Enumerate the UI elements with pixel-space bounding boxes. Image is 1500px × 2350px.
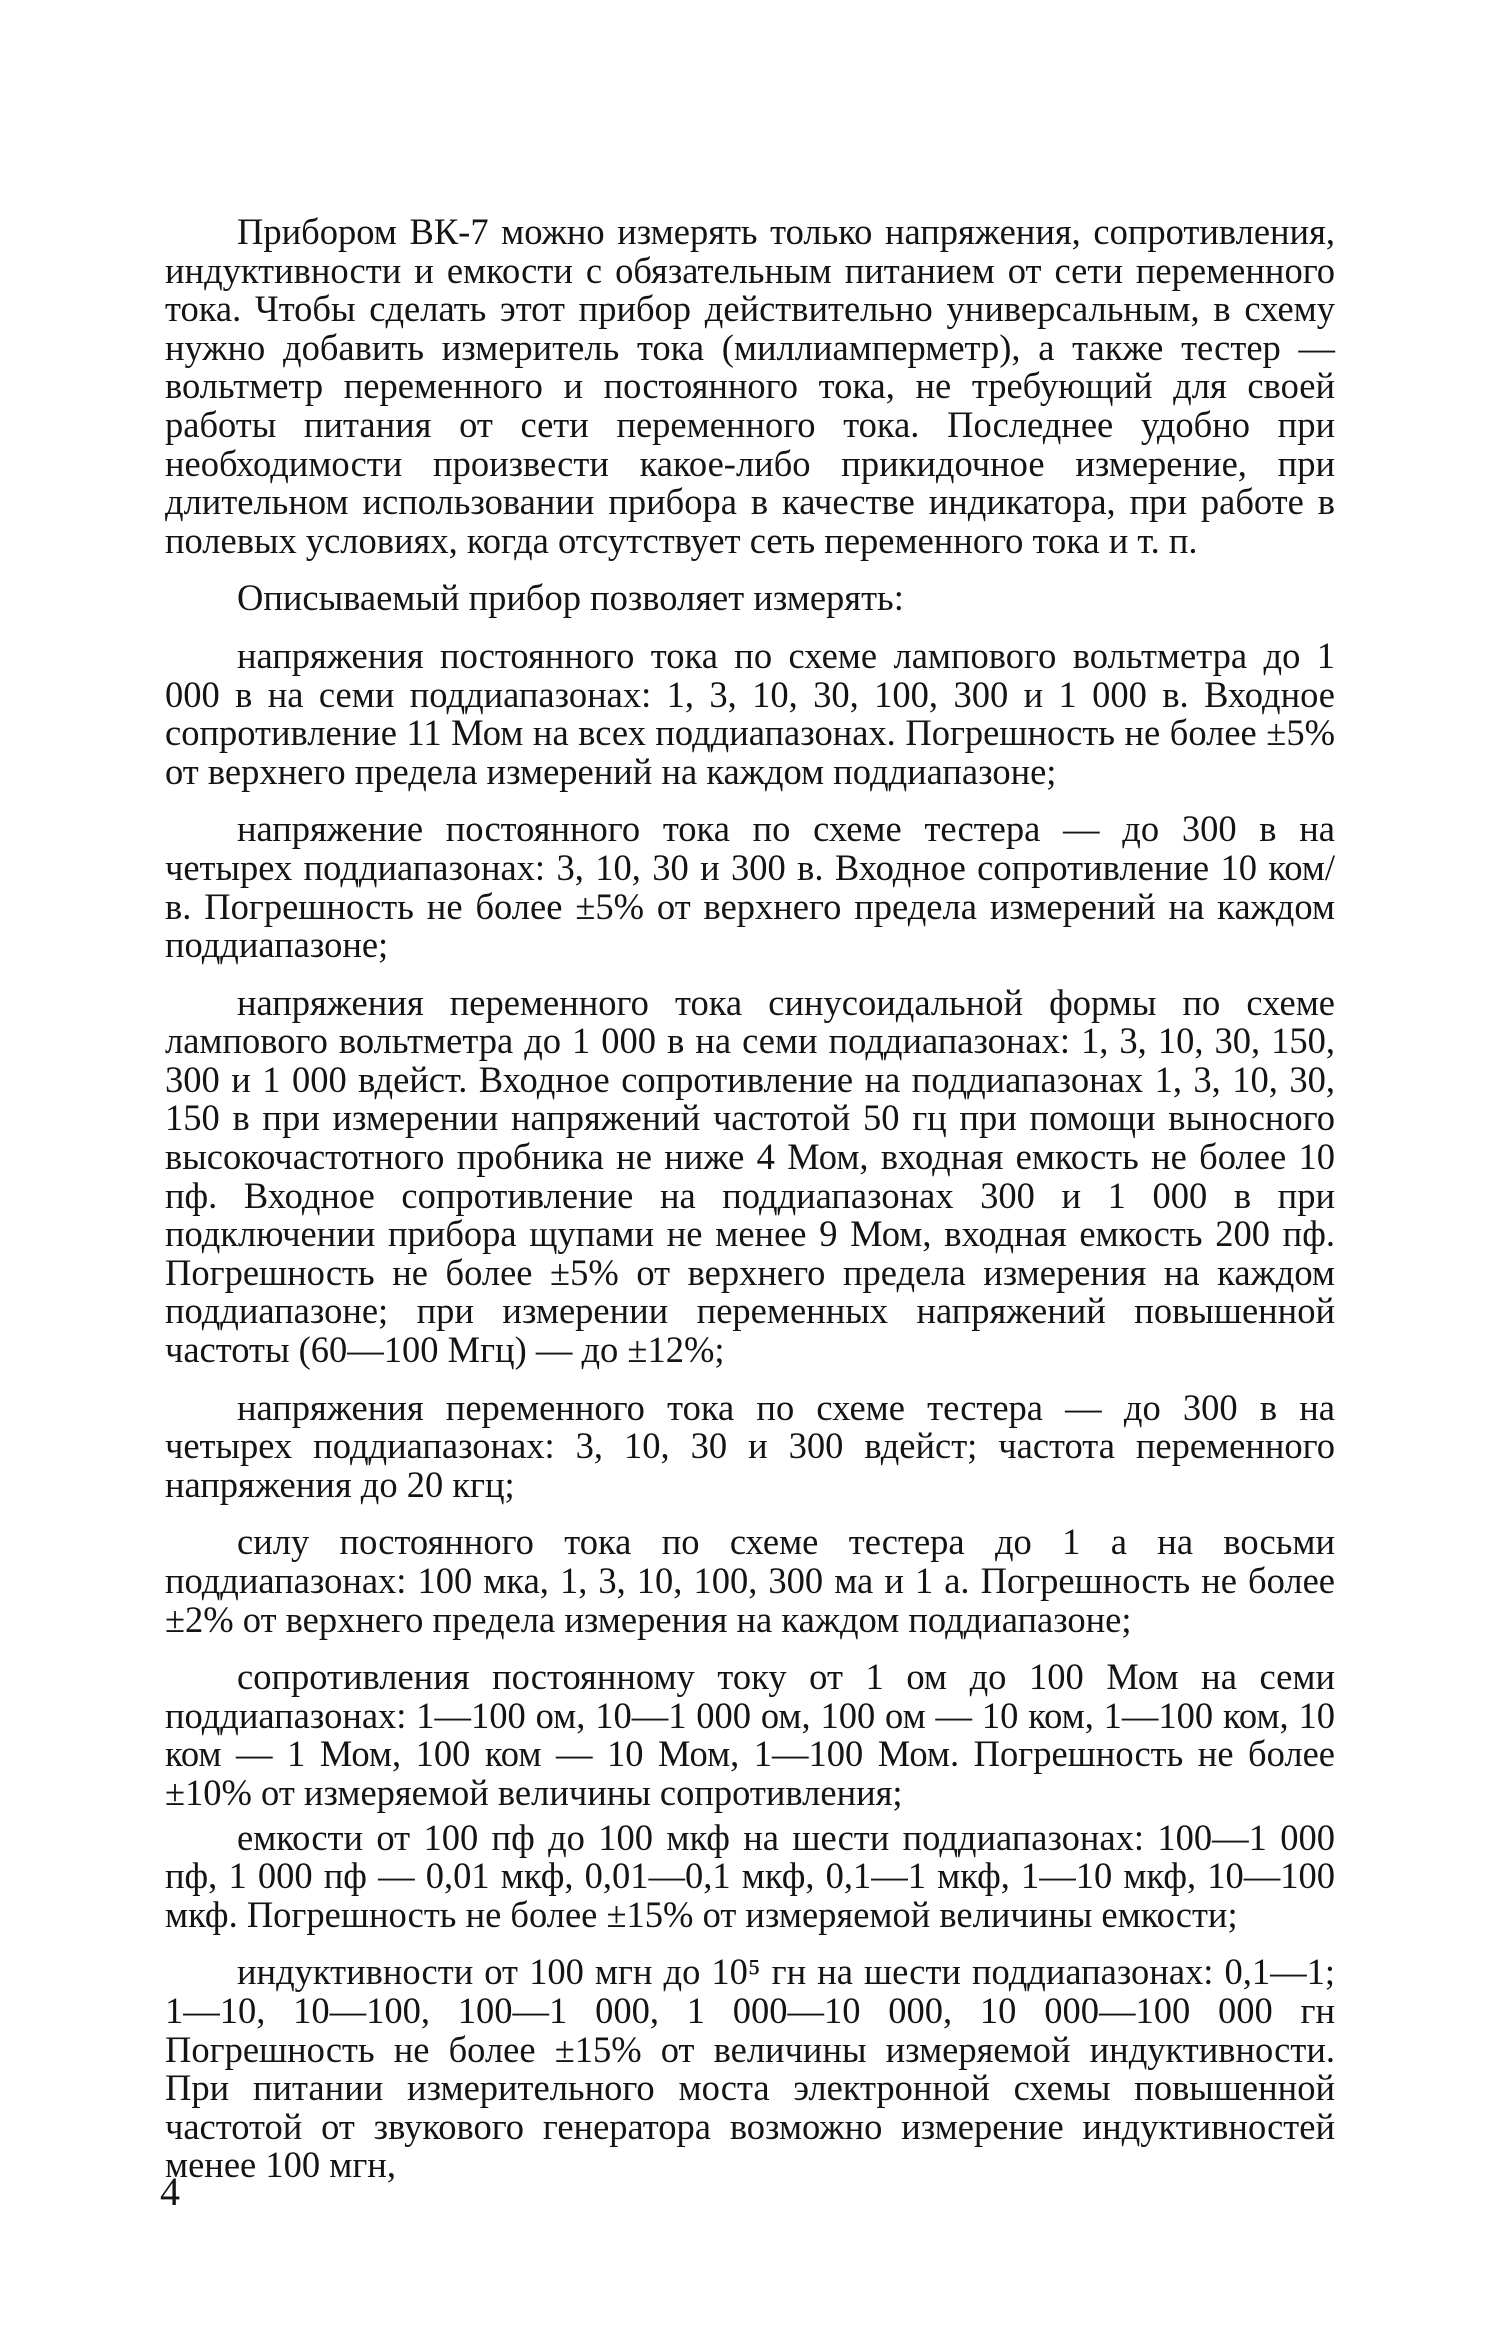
dc-voltage-tester-paragraph: напряжение постоянного тока по схеме тестера — до 300 в на четырех поддиапазонах: 3, 10, 30 и 300 в. Входное сопротивление 10 ком/в. Погрешность не более ±5% от верхнего предела измерений на каждом поддиапазоне; xyxy=(165,808,1335,966)
dc-current-paragraph: силу постоянного тока по схеме тестера до 1 а на восьми поддиапазонах: 100 мка, 1, 3, 10, 100, 300 ма и 1 а. Погрешность не более ±2% от верхнего предела измерения на каждом поддиапазоне; xyxy=(165,1521,1335,1640)
dc-voltage-vtvm-paragraph: напряжения постоянного тока по схеме лампового вольтметра до 1 000 в на семи поддиапазонах: 1, 3, 10, 30, 100, 300 и 1 000 в. Входное сопротивление 11 Мом на всех поддиапазонах. Погрешность не более ±5% от верхнего предела измерений на каждом поддиапазоне; xyxy=(165,634,1335,792)
resistance-paragraph: сопротивления постоянному току от 1 ом до 100 Мом на семи поддиапазонах: 1—100 ом, 10—1 000 ом, 100 ом — 10 ком, 1—100 ком, 10 ком — 1 Мом, 100 ком — 10 Мом, 1—100 Мом. Погрешность не более ±10% от измеряемой величины сопротивления; xyxy=(165,1656,1335,1813)
ac-voltage-vtvm-paragraph: напряжения переменного тока синусоидальной формы по схеме лампового вольтметра до 1 000 в на семи поддиапазонах: 1, 3, 10, 30, 150, 300 и 1 000 вдейст. Входное сопротивление на поддиапазонах 1, 3, 10, 30, 150 в при измерении напряжений частотой 50 гц при помощи выносного высокочастотного пробника не ниже 4 Мом, входная емкость не более 10 пф. Входное сопротивление на поддиапазонах 300 и 1 000 в при подключении прибора щупами не менее 9 Мом, входная емкость 200 пф. Погрешность не более ±5% от верхнего предела измерения на каждом поддиапазоне; при измерении переменных напряжений повышенной частоты (60—100 Мгц) — до ±12%; xyxy=(165,981,1335,1371)
page-number: 4 xyxy=(160,2169,180,2214)
intro-paragraph: Прибором ВК-7 можно измерять только напряжения, сопротивления, индуктивности и емкости с обязательным питанием от сети переменного тока. Чтобы сделать этот прибор действительно универсальным, в схему нужно добавить измеритель тока (миллиамперметр), а также тестер — вольтметр переменного и постоянного тока, не требующий для своей работы питания от сети переменного тока. Последнее удобно при необходимости произвести какое-либо прикидочное измерение, при длительном использовании прибора в качестве индикатора, при работе в полевых условиях, когда отсутствует сеть переменного тока и т. п. xyxy=(165,211,1335,561)
document-page xyxy=(165,213,1335,2204)
list-intro-paragraph: Описываемый прибор позволяет измерять: xyxy=(237,577,904,619)
ac-voltage-tester-paragraph: напряжения переменного тока по схеме тестера — до 300 в на четырех поддиапазонах: 3, 10, 30 и 300 вдейст; частота переменного напряжения до 20 кгц; xyxy=(165,1386,1335,1505)
inductance-paragraph: индуктивности от 100 мгн до 10⁵ гн на шести поддиапазонах: 0,1—1; 1—10, 10—100, 100—1 000, 1 000—10 000, 10 000—100 000 гн Погрешность не более ±15% от величины измеряемой индуктивности. При питании измерительного моста электронной схемы повышенной частотой от звукового генератора возможно измерение индуктивностей менее 100 мгн, xyxy=(165,1951,1335,2186)
capacitance-paragraph: емкости от 100 пф до 100 мкф на шести поддиапазонах: 100—1 000 пф, 1 000 пф — 0,01 мкф, 0,01—0,1 мкф, 0,1—1 мкф, 1—10 мкф, 10—100 мкф. Погрешность не более ±15% от измеряемой величины емкости; xyxy=(165,1816,1335,1935)
